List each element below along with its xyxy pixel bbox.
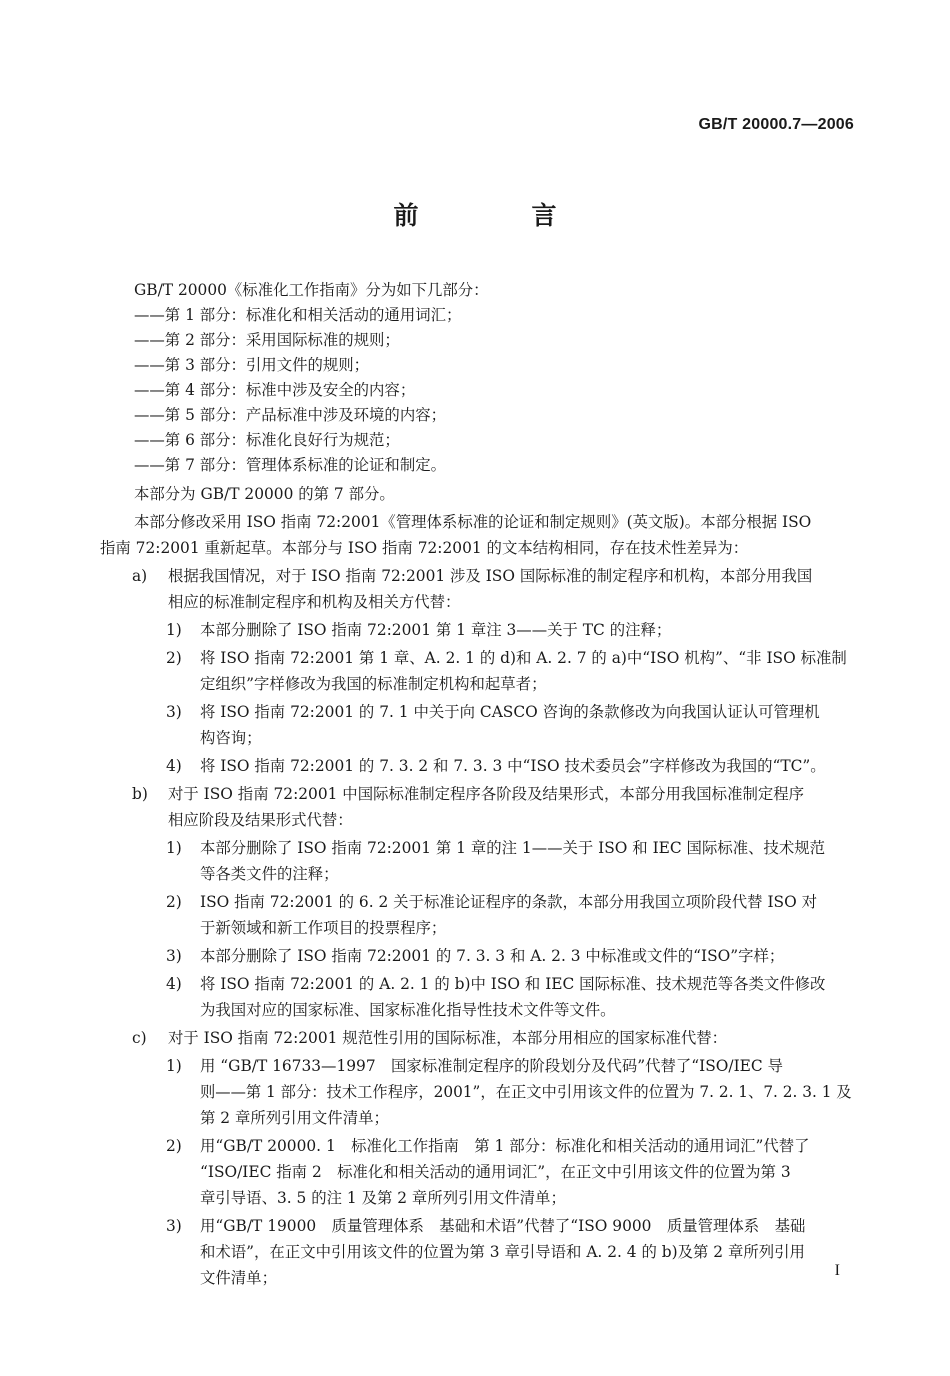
sub-list-text: 将 ISO 指南 72:2001 第 1 章、A. 2. 1 的 d)和 A. 2. 7 的 a)中“ISO 机构”、“非 ISO 标准制 (200, 649, 847, 667)
sub-list-text: 于新领域和新工作项目的投票程序； (200, 919, 447, 937)
sub-list-text: 本部分删除了 ISO 指南 72:2001 第 1 章的注 1——关于 ISO 和 IEC 国际标准、技术规范 (200, 839, 826, 857)
sub-list-marker: 2) (166, 649, 182, 667)
sub-list-marker: 3) (166, 947, 182, 965)
adoption-line: 本部分修改采用 ISO 指南 72:2001《管理体系标准的论证和制定规则》(英文版)。本部分根据 ISO (134, 513, 812, 531)
part-item: ——第 5 部分：产品标准中涉及环境的内容； (134, 406, 446, 424)
sub-list-text: 本部分删除了 ISO 指南 72:2001 的 7. 3. 3 和 A. 2. 3 中标准或文件的“ISO”字样； (200, 947, 785, 965)
sub-list-text: 第 2 章所列引用文件清单； (200, 1109, 389, 1127)
sub-list-text: ISO 指南 72:2001 的 6. 2 关于标准论证程序的条款，本部分用我国立项阶段代替 ISO 对 (200, 893, 817, 911)
part-item: ——第 1 部分：标准化和相关活动的通用词汇； (134, 306, 462, 324)
sub-list-text: 将 ISO 指南 72:2001 的 7. 3. 2 和 7. 3. 3 中“ISO 技术委员会”字样修改为我国的“TC”。 (200, 757, 826, 775)
sub-list-text: 文件清单； (200, 1269, 277, 1287)
part-item: ——第 2 部分：采用国际标准的规则； (134, 331, 400, 349)
sub-list-text: 和术语”，在正文中引用该文件的位置为第 3 章引导语和 A. 2. 4 的 b)及第 2 章所列引用 (200, 1243, 805, 1261)
sub-list-marker: 2) (166, 1137, 182, 1155)
sub-list-text: 章引导语、3. 5 的注 1 及第 2 章所列引用文件清单； (200, 1189, 566, 1207)
list-marker: c) (132, 1029, 147, 1047)
sub-list-text: 为我国对应的国家标准、国家标准化指导性技术文件等文件。 (200, 1001, 616, 1019)
intro-line: GB/T 20000《标准化工作指南》分为如下几部分： (134, 281, 489, 299)
sub-list-text: 则——第 1 部分：技术工作程序，2001”，在正文中引用该文件的位置为 7. 2. 1、7. 2. 3. 1 及 (200, 1083, 852, 1101)
sub-list-text: 用 “GB/T 16733—1997 国家标准制定程序的阶段划分及代码”代替了“ISO/IEC 导 (200, 1057, 783, 1075)
sub-list-marker: 1) (166, 839, 182, 857)
list-item-text: 对于 ISO 指南 72:2001 中国际标准制定程序各阶段及结果形式，本部分用我国标准制定程序 (168, 785, 805, 803)
list-marker: a) (132, 567, 148, 585)
sub-list-text: 构咨询； (200, 729, 262, 747)
sub-list-text: 将 ISO 指南 72:2001 的 7. 1 中关于向 CASCO 咨询的条款修改为向我国认证认可管理机 (200, 703, 820, 721)
sub-list-text: 用“GB/T 20000. 1 标准化工作指南 第 1 部分：标准化和相关活动的通用词汇”代替了 (200, 1137, 810, 1155)
sub-list-marker: 1) (166, 621, 182, 639)
part-item: ——第 6 部分：标准化良好行为规范； (134, 431, 400, 449)
sub-list-marker: 4) (166, 975, 182, 993)
standard-code: GB/T 20000.7—2006 (698, 116, 854, 133)
sub-list-marker: 1) (166, 1057, 182, 1075)
sub-list-text: 用“GB/T 19000 质量管理体系 基础和术语”代替了“ISO 9000 质量管理体系 基础 (200, 1217, 806, 1235)
sub-list-text: 将 ISO 指南 72:2001 的 A. 2. 1 的 b)中 ISO 和 IEC 国际标准、技术规范等各类文件修改 (200, 975, 826, 993)
sub-list-marker: 3) (166, 703, 182, 721)
part-item: ——第 7 部分：管理体系标准的论证和制定。 (134, 456, 446, 474)
list-item-text: 相应阶段及结果形式代替： (168, 811, 353, 829)
adoption-line: 指南 72:2001 重新起草。本部分与 ISO 指南 72:2001 的文本结构相同，存在技术性差异为： (100, 539, 749, 557)
sub-list-text: “ISO/IEC 指南 2 标准化和相关活动的通用词汇”，在正文中引用该文件的位置为第 3 (200, 1163, 791, 1181)
list-item-text: 相应的标准制定程序和机构及相关方代替： (168, 593, 461, 611)
sub-list-text: 等各类文件的注释； (200, 865, 339, 883)
part-item: ——第 3 部分：引用文件的规则； (134, 356, 370, 374)
this-part-line: 本部分为 GB/T 20000 的第 7 部分。 (134, 485, 395, 503)
list-item-text: 根据我国情况，对于 ISO 指南 72:2001 涉及 ISO 国际标准的制定程序和机构，本部分用我国 (168, 567, 813, 585)
list-marker: b) (132, 785, 148, 803)
list-item-text: 对于 ISO 指南 72:2001 规范性引用的国际标准，本部分用相应的国家标准代替： (168, 1029, 728, 1047)
sub-list-marker: 2) (166, 893, 182, 911)
part-item: ——第 4 部分：标准中涉及安全的内容； (134, 381, 416, 399)
page-title: 前 言 (393, 201, 601, 230)
sub-list-marker: 4) (166, 757, 182, 775)
sub-list-text: 本部分删除了 ISO 指南 72:2001 第 1 章注 3——关于 TC 的注释； (200, 621, 672, 639)
sub-list-text: 定组织”字样修改为我国的标准制定机构和起草者； (200, 675, 547, 693)
page-number: I (834, 1262, 840, 1279)
sub-list-marker: 3) (166, 1217, 182, 1235)
